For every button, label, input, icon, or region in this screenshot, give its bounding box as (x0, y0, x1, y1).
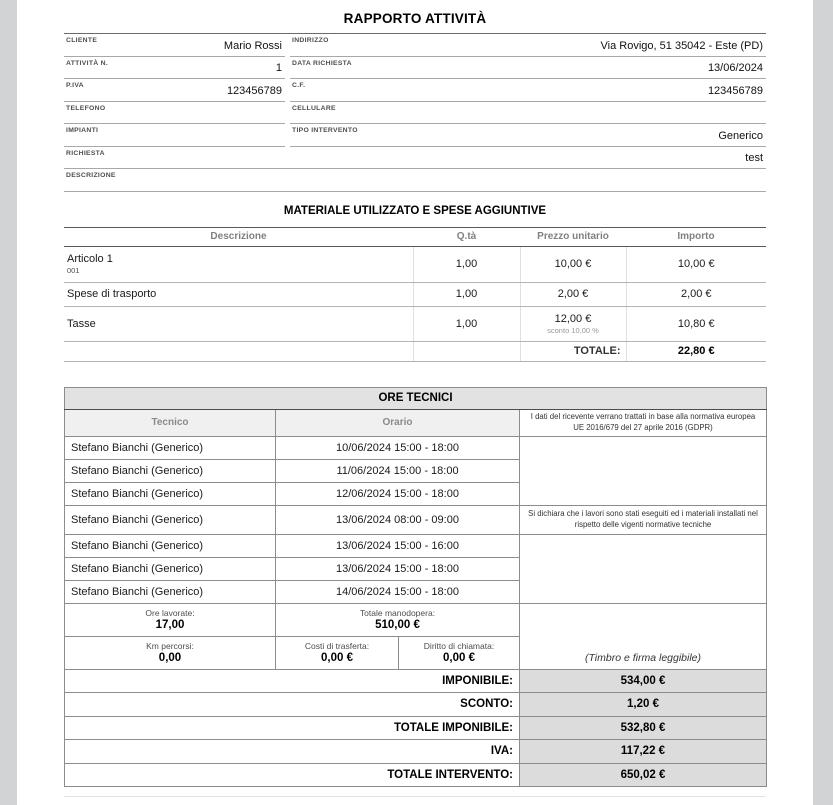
km-percorsi-cell (65, 636, 276, 669)
info-row-richiesta (64, 147, 766, 170)
total-value: 117,22 € (520, 740, 767, 764)
costi-trasferta-value: 0,00 € (321, 652, 353, 664)
total-label: TOTALE INTERVENTO: (65, 763, 520, 787)
info-label: RICHIESTA (66, 149, 105, 157)
info-cell-cf (290, 79, 766, 102)
work-time: 14/06/2024 15:00 - 18:00 (276, 580, 520, 603)
materials-total-row (64, 341, 766, 361)
material-unit-price: 2,00 € (520, 282, 626, 306)
material-unit-price: 10,00 € (520, 246, 626, 282)
technician-hours-table (64, 387, 767, 788)
info-cell-piva (64, 79, 285, 102)
material-code: 001 (67, 266, 80, 275)
info-label: ATTIVITÀ N. (66, 59, 109, 67)
next-section-divider (64, 796, 766, 797)
total-row-iva (65, 740, 767, 764)
material-name: Articolo 1 (67, 253, 113, 265)
info-value: 123456789 (226, 84, 282, 97)
hours-header-row (65, 409, 767, 436)
info-row-impianti (64, 124, 766, 147)
material-amount: 2,00 € (626, 282, 766, 306)
col-header-tecnico: Tecnico (65, 409, 276, 436)
total-label: TOTALE IMPONIBILE: (65, 716, 520, 740)
info-label: DATA RICHIESTA (292, 59, 352, 67)
material-qty: 1,00 (413, 282, 520, 306)
material-amount: 10,00 € (626, 246, 766, 282)
col-header-qta: Q.tà (413, 227, 520, 246)
info-label: P.IVA (66, 82, 84, 89)
work-time: 10/06/2024 15:00 - 18:00 (276, 436, 520, 459)
info-row-descrizione (64, 169, 766, 192)
empty-cell (413, 341, 520, 361)
diritto-chiamata-cell (399, 636, 520, 669)
km-percorsi-value: 0,00 (158, 652, 182, 664)
compliance-declaration: Si dichiara che i lavori sono stati eseguiti ed i materiali installati nel rispetto delle vigenti normative tecniche (520, 505, 767, 534)
material-description (64, 306, 413, 341)
stamp-signature-cell: (Timbro e firma leggibile) (520, 603, 767, 669)
hours-row (65, 436, 767, 459)
info-cell-data-richiesta (290, 57, 766, 80)
technician-name: Stefano Bianchi (Generico) (65, 580, 276, 603)
info-cell-attivita-n (64, 57, 285, 80)
info-label: CELLULARE (292, 104, 336, 112)
totale-manodopera-value: 510,00 € (375, 619, 420, 631)
material-row (64, 246, 766, 282)
page-title: RAPPORTO ATTIVITÀ (343, 11, 487, 26)
info-label: CLIENTE (66, 37, 98, 44)
hours-row (65, 505, 767, 534)
material-qty: 1,00 (413, 246, 520, 282)
info-cell-cliente (64, 34, 285, 57)
info-value: test (745, 152, 763, 164)
material-description (64, 282, 413, 306)
info-value: Mario Rossi (223, 39, 282, 52)
technician-name: Stefano Bianchi (Generico) (65, 505, 276, 534)
ore-lavorate-label: Ore lavorate: (145, 608, 195, 618)
technician-name: Stefano Bianchi (Generico) (65, 557, 276, 580)
info-value (763, 119, 766, 123)
work-time: 11/06/2024 15:00 - 18:00 (276, 459, 520, 482)
total-value: 1,20 € (520, 693, 767, 717)
material-row (64, 306, 766, 341)
info-cell-cellulare (290, 102, 766, 125)
work-time: 13/06/2024 08:00 - 09:00 (276, 505, 520, 534)
info-label: DESCRIZIONE (66, 172, 116, 179)
info-value: 1 (275, 62, 282, 74)
total-row-totale-imponibile (65, 716, 767, 740)
info-cell-indirizzo (290, 34, 766, 57)
info-cell-descrizione (64, 169, 766, 192)
hours-title-row (65, 387, 767, 409)
hours-section-title: ORE TECNICI (65, 387, 767, 409)
totale-manodopera-label: Totale manodopera: (359, 608, 436, 618)
client-info-table (64, 33, 766, 192)
work-time: 13/06/2024 15:00 - 16:00 (276, 534, 520, 557)
info-label: C.F. (292, 82, 306, 89)
hours-summary-row-1 (65, 603, 767, 636)
costi-trasferta-cell (276, 636, 399, 669)
info-value (282, 142, 285, 146)
total-value: 534,00 € (520, 669, 767, 693)
material-discount-note: sconto 10,00 % (547, 325, 599, 335)
total-label: IMPONIBILE: (65, 669, 520, 693)
material-name: Spese di trasporto (67, 288, 157, 300)
material-unit-price-value: 12,00 € (554, 312, 592, 325)
info-value (763, 187, 766, 191)
info-value: Via Rovigo, 51 35042 - Este (PD) (600, 39, 763, 52)
info-cell-impianti (64, 124, 285, 147)
diritto-chiamata-label: Diritto di chiamata: (423, 641, 495, 651)
info-value: 123456789 (707, 84, 763, 97)
total-label: IVA: (65, 740, 520, 764)
info-label: INDIRIZZO (292, 37, 329, 44)
material-unit-price (520, 306, 626, 341)
technician-name: Stefano Bianchi (Generico) (65, 534, 276, 557)
material-description (64, 246, 413, 282)
info-row-piva (64, 79, 766, 102)
totale-manodopera-cell (276, 603, 520, 636)
info-cell-tipo-intervento (290, 124, 766, 147)
info-cell-richiesta (64, 147, 766, 170)
info-value: 13/06/2024 (707, 62, 763, 74)
col-header-prezzo-unitario: Prezzo unitario (520, 227, 626, 246)
info-row-attivita (64, 57, 766, 80)
materials-section-title: MATERIALE UTILIZZATO E SPESE AGGIUNTIVE (283, 204, 547, 217)
info-value (282, 119, 285, 123)
material-name: Tasse (67, 317, 96, 330)
empty-cell (520, 436, 767, 505)
material-amount: 10,80 € (626, 306, 766, 341)
technician-name: Stefano Bianchi (Generico) (65, 482, 276, 505)
total-row-totale-intervento (65, 763, 767, 787)
total-value: 532,80 € (520, 716, 767, 740)
info-row-telefono (64, 102, 766, 125)
total-value: 650,02 € (520, 763, 767, 787)
col-header-orario: Orario (276, 409, 520, 436)
work-time: 13/06/2024 15:00 - 18:00 (276, 557, 520, 580)
report-page (17, 0, 813, 805)
total-label: SCONTO: (65, 693, 520, 717)
info-label: IMPIANTI (66, 127, 99, 134)
info-label: TIPO INTERVENTO (292, 127, 358, 134)
info-label: TELEFONO (66, 104, 106, 112)
gdpr-notice: I dati del ricevente verrano trattati in base alla normativa europea UE 2016/679 del 27 aprile 2016 (GDPR) (520, 409, 767, 436)
work-time: 12/06/2024 15:00 - 18:00 (276, 482, 520, 505)
ore-lavorate-cell (65, 603, 276, 636)
col-header-importo: Importo (626, 227, 766, 246)
km-percorsi-label: Km percorsi: (146, 641, 194, 651)
ore-lavorate-value: 17,00 (155, 619, 185, 631)
materials-total-value: 22,80 € (626, 341, 766, 361)
materials-header-row (64, 227, 766, 246)
material-qty: 1,00 (413, 306, 520, 341)
info-value: Generico (718, 129, 763, 142)
material-row (64, 282, 766, 306)
empty-cell (520, 534, 767, 603)
total-row-sconto (65, 693, 767, 717)
total-row-imponibile (65, 669, 767, 693)
materials-total-label: TOTALE: (520, 341, 626, 361)
report-document (64, 11, 766, 797)
costi-trasferta-label: Costi di trasferta: (304, 641, 370, 651)
empty-cell (64, 341, 413, 361)
info-cell-telefono (64, 102, 285, 125)
info-row-cliente (64, 34, 766, 57)
technician-name: Stefano Bianchi (Generico) (65, 436, 276, 459)
col-header-descrizione: Descrizione (64, 227, 413, 246)
materials-table (64, 227, 766, 362)
diritto-chiamata-value: 0,00 € (443, 652, 475, 664)
technician-name: Stefano Bianchi (Generico) (65, 459, 276, 482)
hours-row (65, 534, 767, 557)
